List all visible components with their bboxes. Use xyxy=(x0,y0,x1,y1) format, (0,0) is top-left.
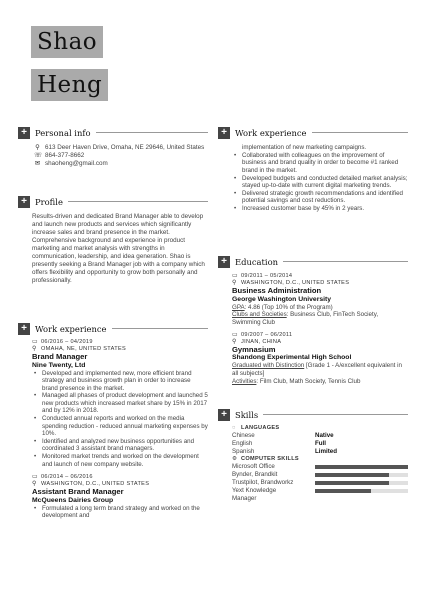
edu-school: Shandong Experimental High School xyxy=(232,354,352,362)
edu-school: George Washington University xyxy=(232,295,332,303)
phone-text: 864-377-8662 xyxy=(45,152,85,159)
skill-name: Microsoft Office xyxy=(232,463,275,470)
section-title: Work experience xyxy=(35,323,107,334)
languages-label: LANGUAGES xyxy=(241,425,280,431)
bullet-item: • Identified and analyzed new business opportunities and coordinated 3 assistant brand managers. xyxy=(32,438,208,453)
computer-skills-header xyxy=(232,456,408,463)
computer-skills-label: COMPUTER SKILLS xyxy=(241,456,299,462)
mail-icon: ✉ xyxy=(34,160,41,167)
education-section xyxy=(218,255,408,386)
profile-text: Results-driven and dedicated Brand Manager able to develop and launch new products and services which significantly increase sales and brand presence in the market. Comprehensive background and experience in product marketing and market analysis with strengths in communication, leadership, and idea generation. Shao is presently seeking a Brand Manager job with a company which offers flexibility and opportunity to grow both personally and professionally. xyxy=(32,213,205,284)
personal-info-section xyxy=(18,126,208,168)
section-title: Work experience xyxy=(235,127,307,138)
job-dates xyxy=(32,474,208,481)
address-text: 613 Deer Haven Drive, Omaha, NE 29646, United States xyxy=(45,144,205,151)
bullet-item: • Increased customer base by 45% in 2 years. xyxy=(232,205,408,213)
edu-dates xyxy=(232,273,408,280)
location-pin-icon: ⚲ xyxy=(32,346,37,352)
language-level: Full xyxy=(315,440,326,447)
job-entry xyxy=(32,474,208,520)
skill-bar xyxy=(315,489,408,493)
location-pin-icon: ⚲ xyxy=(232,280,237,286)
language-name: English xyxy=(232,440,253,447)
job-bullets xyxy=(32,370,208,469)
edu-degree: Gymnasium xyxy=(232,344,276,354)
work-experience-section xyxy=(18,322,208,520)
skill-name: Yext Knowledge Manager xyxy=(232,487,277,502)
section-title: Skills xyxy=(235,409,259,420)
job-organization: McQueens Dairies Group xyxy=(32,496,114,504)
work-experience-continued-section xyxy=(218,126,408,213)
activities-label: Activities xyxy=(232,377,257,385)
plus-icon: + xyxy=(18,127,30,139)
name-last: Heng xyxy=(31,69,108,101)
job-role: Assistant Brand Manager xyxy=(32,487,124,497)
section-title: Profile xyxy=(35,196,63,207)
edu-dates xyxy=(232,332,408,339)
location-text: OMAHA, NE, UNITED STATES xyxy=(41,346,127,352)
gear-icon: ⚙ xyxy=(232,456,238,462)
calendar-icon: ▭ xyxy=(232,331,238,338)
gpa-value: : 4.86 (Top 10% of the Program) xyxy=(244,303,333,311)
job-role: Brand Manager xyxy=(32,352,88,361)
education-entry xyxy=(232,273,408,327)
plus-icon: + xyxy=(218,127,230,139)
skills-body xyxy=(232,425,408,503)
name-first: Shao xyxy=(31,26,103,58)
bullet-item: • Managed all phases of product development and launched 5 new products which increased market share by 15% in 2017 and by 12% in 2018. xyxy=(32,392,208,415)
plus-icon: + xyxy=(18,323,30,335)
language-row xyxy=(232,440,408,448)
job-organization: Nine Twenty, Ltd xyxy=(32,361,86,369)
contact-phone xyxy=(34,152,208,160)
calendar-icon: ▭ xyxy=(32,474,38,481)
globe-icon: ◌ xyxy=(232,425,236,431)
divider xyxy=(96,132,208,133)
job-entry xyxy=(32,339,208,468)
divider xyxy=(112,328,209,329)
section-title: Personal info xyxy=(35,127,91,138)
dates-text: 09/2007 – 06/2011 xyxy=(241,331,293,338)
activities-value: : Film Club, Math Society, Tennis Club xyxy=(256,377,361,385)
bullet-item: • Conducted annual reports and worked on the media spending reduction - reduced annual marketing expenses by 10%. xyxy=(32,415,208,438)
profile-header xyxy=(18,195,208,208)
language-name: Chinese xyxy=(232,432,255,439)
education-entry xyxy=(232,332,408,386)
location-pin-icon: ⚲ xyxy=(232,338,237,345)
skill-bar-fill xyxy=(315,481,389,485)
job-continued xyxy=(232,144,408,213)
bullet-item: • Collaborated with colleagues on the improvement of business and brand quality in order to become #1 ranked brand in the market. xyxy=(232,152,408,175)
honor-value: [Grade 1 - A/excellent equivalent in all subjects] xyxy=(232,362,402,378)
section-title: Education xyxy=(235,256,279,267)
language-level: Native xyxy=(315,432,334,439)
contact-email xyxy=(34,160,208,168)
calendar-icon: ▭ xyxy=(32,339,38,345)
language-name: Spanish xyxy=(232,448,255,455)
computer-skill-row xyxy=(232,463,408,471)
bullet-item: • Monitored market trends and worked on the development and launch of new company website. xyxy=(32,453,208,468)
computer-skill-row xyxy=(232,471,408,479)
language-level: Limited xyxy=(315,448,338,455)
skill-bar-fill xyxy=(315,489,371,493)
work-experience-header xyxy=(18,322,208,335)
location-text: WASHINGTON, D.C., UNITED STATES xyxy=(41,481,150,488)
plus-icon: + xyxy=(18,196,30,208)
skill-name: Bynder, Brandkit xyxy=(232,471,278,478)
skill-bar-fill xyxy=(315,473,389,477)
location-pin-icon: ⚲ xyxy=(35,144,40,151)
language-row xyxy=(232,432,408,440)
bullet-item: • Formulated a long term brand strategy and worked on the development and xyxy=(32,505,208,520)
job-dates xyxy=(32,339,208,346)
phone-icon: ☏ xyxy=(34,152,43,159)
contact-address xyxy=(34,144,208,152)
dates-text: 06/2016 – 04/2019 xyxy=(41,339,93,345)
skills-section xyxy=(218,408,408,503)
computer-skill-row xyxy=(232,479,408,487)
location-text: WASHINGTON, D.C., UNITED STATES xyxy=(241,280,350,286)
education-header xyxy=(218,255,408,268)
bullet-item: • Developed and implemented new, more efficient brand strategy and business growth plan in order to increase brand presence in the market. xyxy=(32,370,208,393)
clubs-value: : Business Club, FinTech Society, Swimming Club xyxy=(232,311,379,327)
skill-bar xyxy=(315,465,408,469)
divider xyxy=(263,414,408,415)
plus-icon: + xyxy=(218,256,230,268)
computer-skill-row xyxy=(232,487,408,503)
profile-section xyxy=(18,195,208,285)
location-text: JINAN, CHINA xyxy=(241,338,282,345)
skill-bar-fill xyxy=(315,465,408,469)
language-row xyxy=(232,448,408,456)
email-text: shaoheng@gmail.com xyxy=(45,160,108,167)
skill-bar xyxy=(315,481,408,485)
divider xyxy=(283,261,408,262)
plus-icon: + xyxy=(218,409,230,421)
edu-gpa xyxy=(232,304,408,312)
divider xyxy=(312,132,409,133)
location-pin-icon: ⚲ xyxy=(32,481,37,488)
skills-header xyxy=(218,408,408,421)
edu-honors xyxy=(232,362,408,378)
edu-degree: Business Administration xyxy=(232,286,322,295)
edu-activities xyxy=(232,378,408,386)
bullet-item: • Delivered strategic growth recommendations and identified potential savings and cost reductions. xyxy=(232,190,408,205)
languages-header xyxy=(232,425,408,432)
bullet-item: • Developed budgets and conducted detailed market analysis; stayed up-to-date with current digital marketing trends. xyxy=(232,175,408,190)
calendar-icon: ▭ xyxy=(232,273,238,279)
dates-text: 09/2011 – 05/2014 xyxy=(241,273,293,279)
work-experience-header xyxy=(218,126,408,139)
divider xyxy=(68,201,208,202)
dates-text: 06/2014 – 06/2016 xyxy=(41,474,93,481)
personal-info-header xyxy=(18,126,208,139)
honor-label: Graduated with Distinction xyxy=(232,362,305,370)
job-bullets xyxy=(32,505,208,520)
skill-name: Trustpilot, Brandworkz xyxy=(232,479,294,486)
job-bullets xyxy=(232,152,408,213)
edu-clubs xyxy=(232,311,408,327)
clubs-label: Clubs and Societies xyxy=(232,311,287,319)
skill-bar xyxy=(315,473,408,477)
bullet-continuation: implementation of new marketing campaigns. xyxy=(242,144,367,151)
gpa-label: GPA xyxy=(232,303,245,311)
